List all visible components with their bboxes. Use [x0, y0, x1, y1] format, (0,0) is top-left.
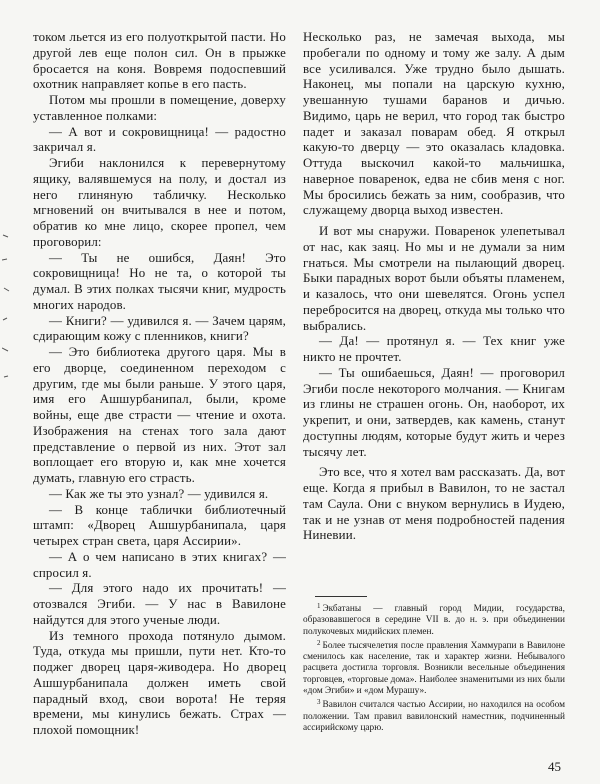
footnote-text: Экбатаны — главный город Мидии, государства, образовавшегося в середине VII в. до н. э. при объединении полукочевых мидийских племен.: [303, 604, 565, 637]
paragraph: — Как же ты это узнал? — удивился я.: [49, 486, 269, 501]
left-text-column: [33, 30, 286, 739]
footnote: [303, 638, 565, 697]
footnotes-block: [303, 601, 565, 734]
paragraph: — Книги? — удивился я. — Зачем царям, сдирающим кожу с пленников, книги?: [33, 313, 286, 344]
footnote-marker: 1: [317, 602, 321, 610]
right-text-column: [303, 30, 565, 544]
footnote-text: Вавилон считался частью Ассирии, но находился на особом положении. Там правил вавилонский наместник, подчиненный ассирийскому царю.: [303, 700, 565, 733]
paragraph: — А о чем написано в этих книгах? — спросил я.: [33, 549, 286, 580]
page-number: 45: [548, 759, 561, 774]
paragraph: — Это библиотека другого царя. Мы в его дворце, соединенном переходом с другим, где мы были раньше. У этого царя, имя его Ашшурбанипал, были, кроме войны, еще две страсти — чтение и охота. Изображения на стенах того зала дают представление о первой из них. Этот зал воплощает его вторую и, как мне хочется думать, главную его страсть.: [33, 345, 286, 485]
paragraph: Это все, что я хотел вам рассказать. Да, вот еще. Когда я прибыл в Вавилон, то не застал там Саула. Они с внуком вернулись в Иудею, так и не узнав от меня подробностей падения Ниневии.: [303, 465, 565, 543]
footnote-divider: [315, 596, 367, 597]
footnote-text: Более тысячелетия после правления Хаммурапи в Вавилоне сменилось как население, так и характер жизни. Небывалого расцвета достигла торговля. Возникли весельные объединения торговцев, «торговые дома». Наиболее знаменитыми из них были «дом Эгиби» и «дом Мурашу».: [303, 640, 565, 697]
footnote: [303, 601, 565, 638]
paragraph: — Ты ошибаешься, Даян! — проговорил Эгиби после некоторого молчания. — Книгам из глины не страшен огонь. Он, наоборот, их укрепит, и они, затвердев, как камень, станут доступны людям, которые будут жить и через тысячу лет.: [303, 365, 565, 459]
paragraph: — В конце таблички библиотечный штамп: «Дворец Ашшурбанипала, царя четырех стран света, царя Ассирии».: [33, 502, 286, 548]
scan-edge-marks: [2, 230, 10, 390]
paragraph: Несколько раз, не замечая выхода, мы пробегали по одному и тому же залу. А дым все усиливался. Уже трудно было дышать. Наконец, мы попали на царскую кухню, увешанную тушами баранов и дичью. Видимо, царь не верил, что город так быстро падет и заказал поварам обед. Я открыл какую-то дверцу — это оказалась кладовка. Оттуда выскочил какой-то мальчишка, наверное поваренок, едва не сбив меня с ног. Мы бросились бежать за ним, сообразив, что служащему дворца выход известен.: [303, 30, 565, 218]
paragraph: током льется из его полуоткрытой пасти. Но другой лев еще полон сил. Он в прыжке бросается на коня. Вовремя подоспевший охотник направляет копье в его пасть.: [33, 30, 286, 92]
footnote: [303, 697, 565, 734]
footnote-marker: 2: [317, 638, 321, 647]
footnote-marker: 3: [317, 698, 321, 707]
paragraph: — Да! — протянул я. — Тех книг уже никто не прочтет.: [303, 334, 565, 364]
paragraph: Из темного прохода потянуло дымом. Туда, откуда мы пришли, пути нет. Кто-то поджег дворец царя-живодера. Но дворец Ашшурбанипала должен иметь свой парадный вход, свои ворота! Не теряя времени, мы кинулись бежать. Страх — плохой помощник!: [33, 628, 286, 737]
paragraph: — Ты не ошибся, Даян! Это сокровищница! Но не та, о которой ты думал. В этих полках тысячи книг, мудрость многих народов.: [33, 250, 286, 312]
paragraph: — А вот и сокровищница! — радостно закричал я.: [33, 124, 286, 155]
paragraph: — Для этого надо их прочитать! — отозвался Эгиби. — У нас в Вавилоне найдутся для этого ученые люди.: [33, 581, 286, 627]
paragraph: Эгиби наклонился к перевернутому ящику, валявшемуся на полу, и достал из него глиняную табличку. Несколько мгновений он вчитывался в нее и потом, обратив ко мне лицо, скорее пропел, чем проговорил:: [33, 156, 286, 249]
paragraph: Потом мы прошли в помещение, доверху уставленное полками:: [33, 93, 286, 123]
paragraph: И вот мы снаружи. Поваренок улепетывал от нас, как заяц. Но мы и не думали за ним гнаться. Мы смотрели на пылающий дворец. Быки парадных ворот были объяты пламенем, и казалось, что они шевелятся. Огонь успел перебросится на дворец, откуда мы только что выбрались.: [303, 224, 565, 333]
